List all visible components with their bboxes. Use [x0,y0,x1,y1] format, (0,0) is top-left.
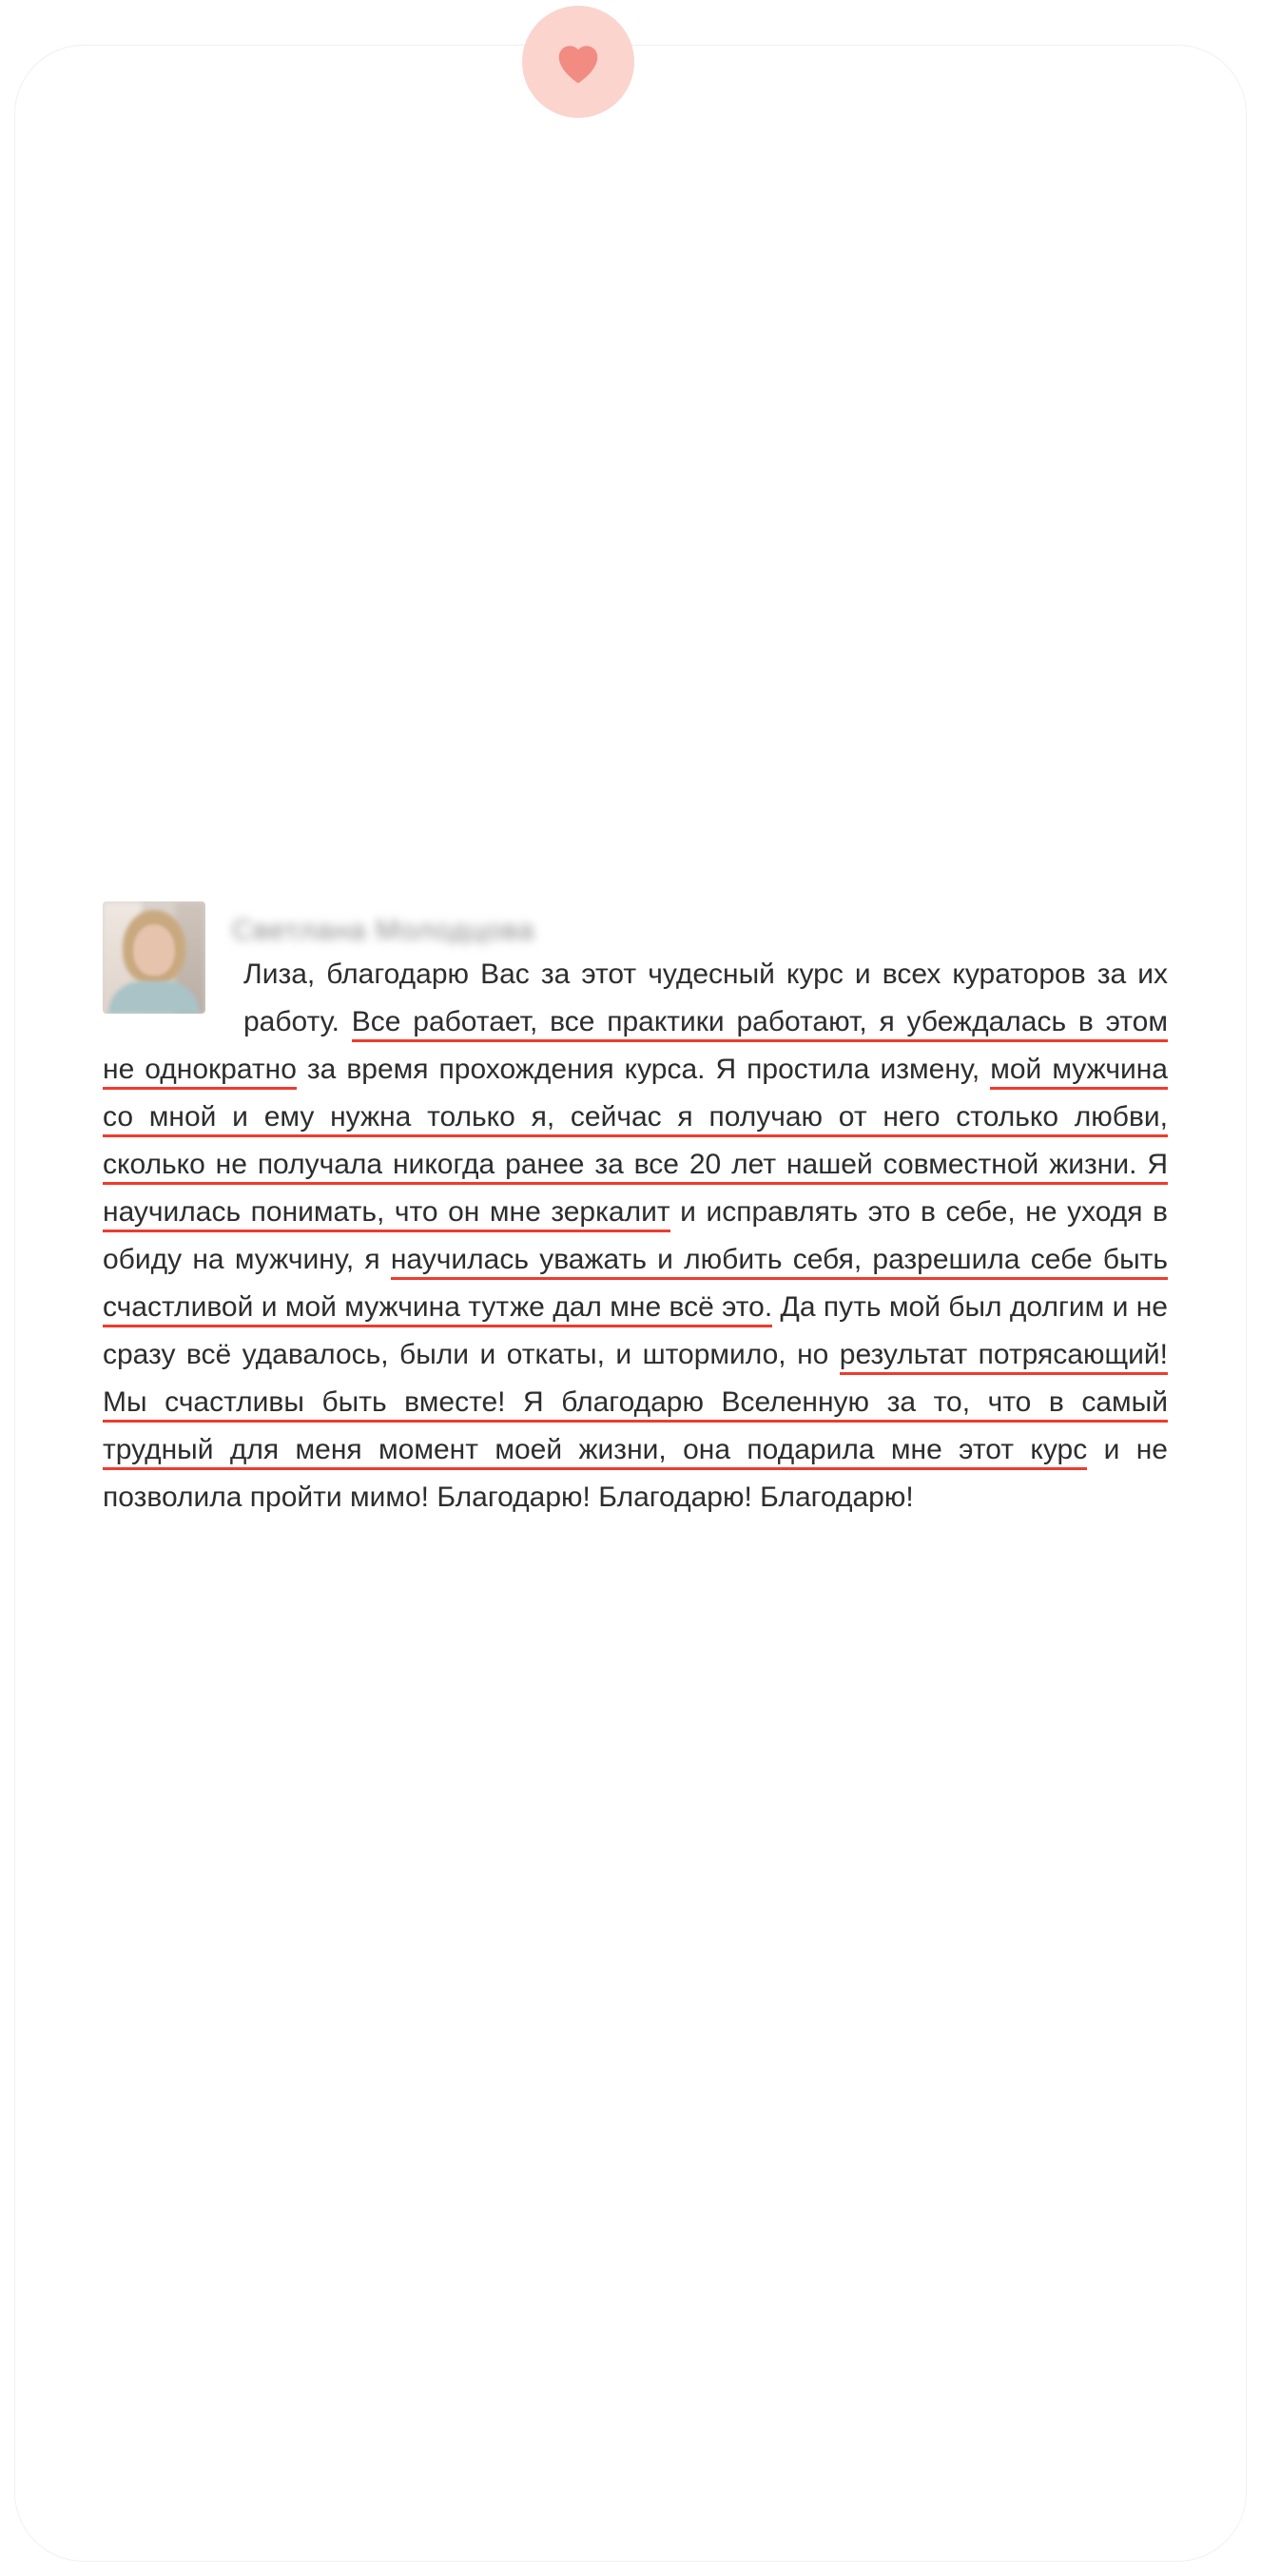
review-highlight: результат потрясающий! Мы счастливы быть вместе! Я благодарю Вселенную за то, что в самый трудный для меня момент моей жизни, она подарила мне этот курс [103,1339,1168,1470]
heart-icon [553,38,604,86]
reviewer-name: Светлана Молодцова [232,915,535,946]
phone-frame [15,46,1246,2561]
review-plain: за время прохождения курса. Я простила измену, [296,1054,991,1085]
review-highlight: Все работает, все практики работают, я убеждалась в этом не однократно [103,1006,1168,1090]
review-text-segments [103,959,1168,1513]
review-card [103,901,1168,1521]
review-highlight: мой мужчина со мной и ему нужна только я, сейчас я получаю от него столько любви, сколько не получала никогда ранее за все 20 лет нашей совместной жизни. Я научилась понимать, что он мне зеркалит [103,1054,1168,1232]
review-text [103,951,1168,1521]
review-plain: Да путь мой был долгим и не сразу всё удавалось, были и откаты, и штормило, но [103,1291,1168,1370]
review-plain: Лиза, благодарю Вас за этот чудесный курс и всех кураторов за их работу. [243,959,1168,1037]
review-highlight: научилась уважать и любить себя, разрешила себе быть счастливой и мой мужчина тутже дал мне всё это. [103,1244,1168,1327]
avatar-face [133,924,175,976]
review-plain: и не позволила пройти мимо! Благодарю! Благодарю! Благодарю! [103,1434,1168,1513]
heart-badge[interactable] [522,6,634,118]
avatar [103,901,205,1014]
review-plain: и исправлять это в себе, не уходя в обиду на мужчину, я [103,1196,1168,1275]
